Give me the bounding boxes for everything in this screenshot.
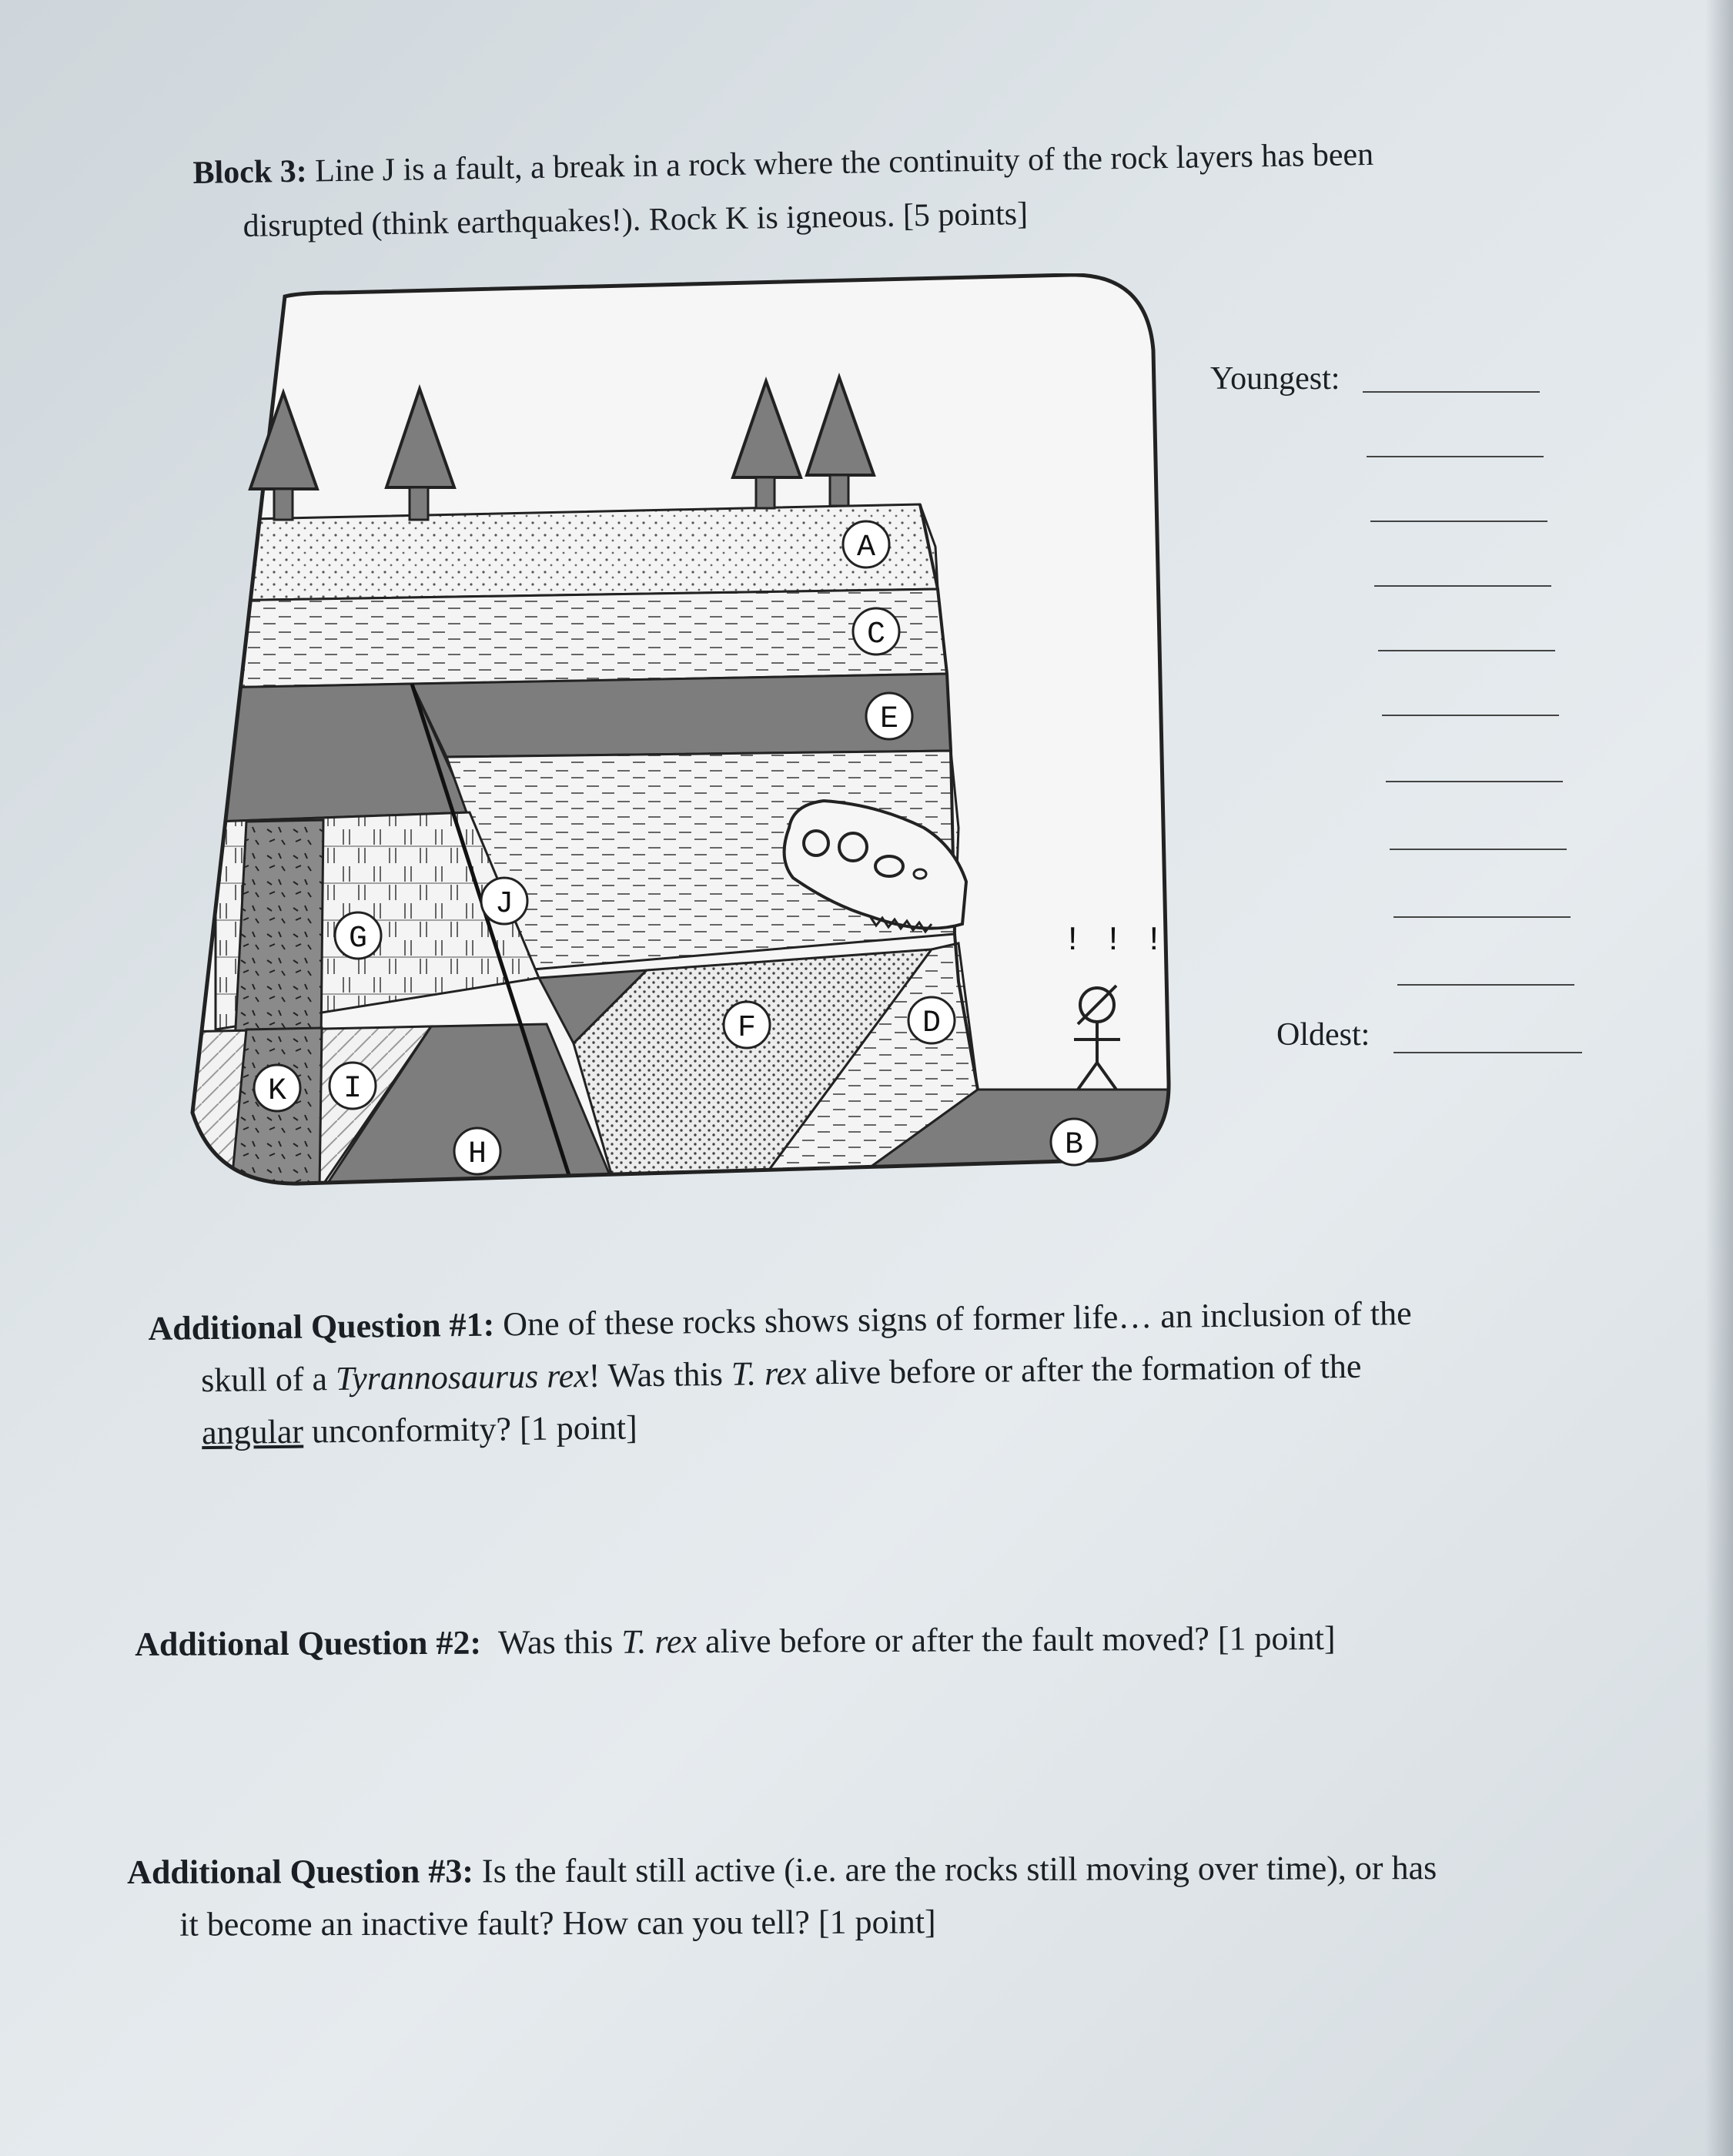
svg-text:B: B [1064, 1128, 1084, 1163]
svg-text:A: A [856, 531, 876, 565]
answer-blank-7[interactable] [1386, 781, 1563, 782]
answer-blank-1[interactable] [1363, 391, 1540, 393]
question-2 [135, 1611, 1598, 1671]
q1-text-part2: skull of a [200, 1360, 336, 1400]
label-K [254, 1065, 300, 1111]
svg-text:F: F [737, 1011, 757, 1046]
geologic-cross-section-diagram [185, 273, 1186, 1220]
q1-underlined-word: angular [201, 1412, 304, 1452]
svg-text:G: G [348, 922, 368, 956]
label-G [335, 912, 381, 959]
svg-text:H: H [467, 1137, 487, 1172]
svg-text:K: K [267, 1074, 287, 1109]
q1-colon: : [483, 1305, 495, 1344]
svg-text:J: J [494, 887, 514, 922]
rock-layer-A [216, 504, 938, 601]
svg-text:E: E [879, 702, 899, 737]
svg-text:D: D [922, 1006, 942, 1041]
q2-text-part2: alive before or after the fault moved? [1 point] [696, 1619, 1336, 1661]
block3-text-line1: Line J is a fault, a break in a rock where the continuity of the rock layers has been [314, 136, 1374, 189]
q3-label: Additional Question #3: [127, 1852, 474, 1891]
label-F [724, 1002, 770, 1048]
q3-text-part1: Is the fault still active (i.e. are the rocks still moving over time), or has [473, 1849, 1437, 1890]
rock-layer-C [216, 589, 947, 688]
q1-species: Tyrannosaurus rex [335, 1357, 590, 1398]
answer-blank-5[interactable] [1378, 650, 1555, 651]
label-D [908, 997, 955, 1043]
svg-text:C: C [866, 618, 886, 652]
label-B [1051, 1119, 1097, 1165]
svg-text:I: I [343, 1072, 363, 1106]
answer-blank-3[interactable] [1370, 521, 1547, 522]
paper-edge-shadow [1705, 0, 1733, 2156]
q2-text-part1: Was this [497, 1622, 622, 1662]
question-1 [148, 1285, 1581, 1460]
oldest-label: Oldest: [1276, 1017, 1370, 1053]
label-A [843, 521, 889, 567]
answer-blank-10[interactable] [1397, 984, 1574, 986]
label-H [454, 1128, 500, 1174]
answer-blank-2[interactable] [1367, 456, 1544, 457]
q1-text-part1: One of these rocks shows signs of former life… an inclusion of the [493, 1294, 1412, 1344]
answer-blank-oldest[interactable] [1393, 1052, 1582, 1053]
answer-blank-4[interactable] [1374, 585, 1551, 587]
answer-blank-9[interactable] [1393, 916, 1571, 918]
label-C [853, 608, 899, 654]
q1-text-part3: ! Was this [588, 1354, 732, 1395]
answer-blank-6[interactable] [1382, 715, 1559, 716]
label-J [481, 878, 527, 924]
label-E [866, 693, 912, 739]
q2-label: Additional Question #2: [135, 1623, 482, 1663]
q2-trex: T. rex [621, 1622, 698, 1661]
block3-text-line2: disrupted (think earthquakes!). Rock K is igneous. [5 points] [243, 196, 1029, 244]
label-I [330, 1063, 376, 1109]
answer-blank-8[interactable] [1390, 849, 1567, 850]
q1-trex: T. rex [731, 1354, 807, 1393]
q1-label: Additional Question #1 [148, 1305, 483, 1348]
question-3 [127, 1841, 1636, 1951]
q1-text-part5: unconformity? [1 point] [303, 1408, 638, 1451]
block3-instructions [192, 126, 1518, 254]
exclaim-text: ! ! ! [1062, 922, 1165, 960]
q3-text-part2: it become an inactive fault? How can you tell? [1 point] [179, 1903, 936, 1943]
youngest-label: Youngest: [1210, 361, 1340, 397]
q1-text-part4: alive before or after the formation of the [806, 1347, 1362, 1392]
block3-label: Block 3: [192, 153, 308, 191]
